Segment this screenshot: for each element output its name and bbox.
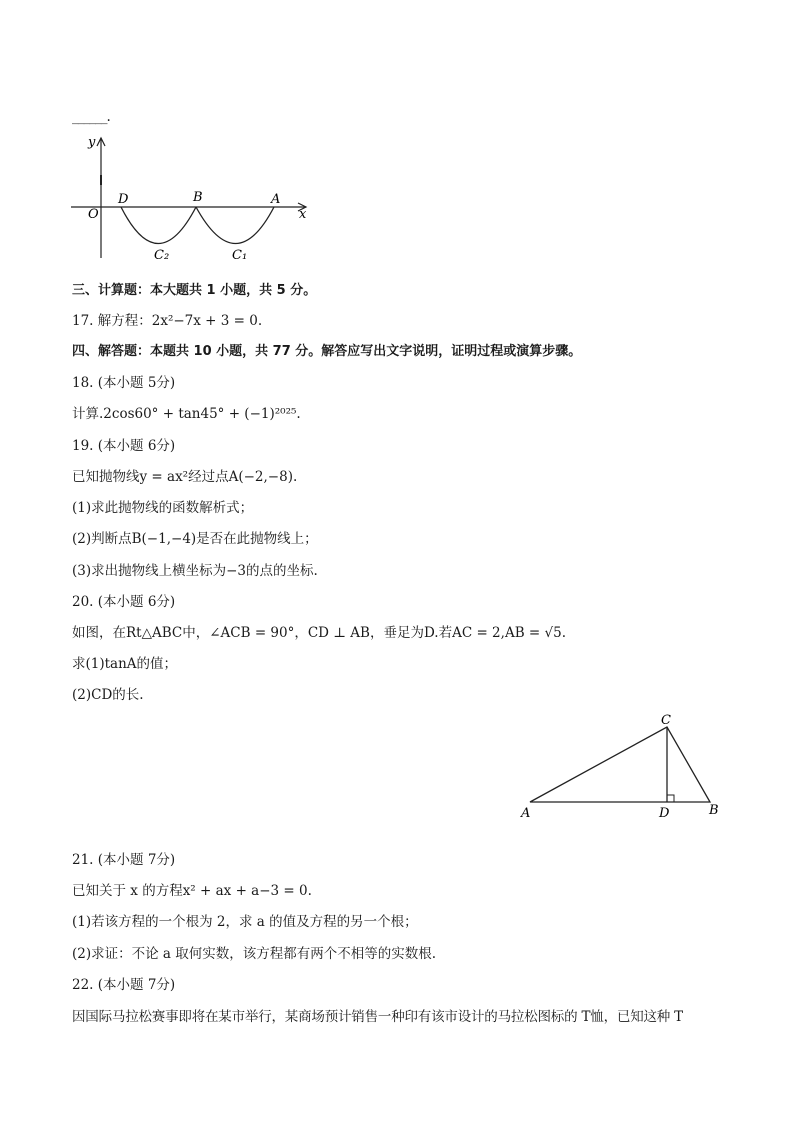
question-19-header: 19. (本小题 6分)	[72, 438, 176, 454]
parabola-c1	[196, 207, 274, 244]
question-22-header: 22. (本小题 7分)	[72, 977, 176, 993]
label-B: B	[193, 190, 203, 205]
question-18-text: 计算.2cos60° + tan45° + (−1)²⁰²⁵.	[72, 406, 301, 422]
question-21-header: 21. (本小题 7分)	[72, 852, 176, 868]
question-19-part-2: (2)判断点B(−1,−4)是否在此抛物线上；	[72, 531, 318, 547]
right-triangle-figure	[510, 708, 730, 823]
question-17: 17. 解方程：2x²−7x + 3 = 0.	[72, 313, 263, 329]
question-20-header: 20. (本小题 6分)	[72, 594, 176, 610]
question-22-stem: 因国际马拉松赛事即将在某市举行，某商场预计销售一种印有该市设计的马拉松图标的 T恤，已知这种 T	[72, 1009, 683, 1025]
question-18-header: 18. (本小题 5分)	[72, 375, 176, 391]
label-C1: C₁	[232, 248, 248, 263]
parabola-graph-figure	[66, 130, 316, 265]
question-19-part-3: (3)求出抛物线上横坐标为−3的点的坐标.	[72, 563, 318, 579]
triangle-abc	[530, 727, 710, 802]
question-20-part-1: 求(1)tanA的值；	[72, 656, 178, 672]
question-20-part-2: (2)CD的长.	[72, 687, 144, 703]
question-21-stem: 已知关于 x 的方程x² + ax + a−3 = 0.	[72, 883, 312, 899]
question-19-part-1: (1)求此抛物线的函数解析式；	[72, 500, 254, 516]
label-B: B	[709, 803, 719, 818]
label-D: D	[118, 192, 129, 207]
question-19-stem: 已知抛物线y = ax²经过点A(−2,−8).	[72, 469, 298, 485]
label-C2: C₂	[154, 248, 170, 263]
right-angle-mark	[667, 795, 674, 802]
label-O: O	[88, 207, 99, 222]
label-A: A	[521, 806, 531, 821]
label-C: C	[661, 713, 671, 728]
parabola-c2	[121, 207, 196, 244]
label-A: A	[271, 192, 281, 207]
answer-blank: ______.	[72, 109, 110, 125]
question-21-part-2: (2)求证：不论 a 取何实数，该方程都有两个不相等的实数根.	[72, 946, 437, 962]
section-3-heading: 三、计算题：本大题共 1 小题，共 5 分。	[72, 283, 317, 298]
question-21-part-1: (1)若该方程的一个根为 2，求 a 的值及方程的另一个根；	[72, 914, 418, 930]
label-x: x	[299, 207, 307, 222]
label-y: y	[88, 135, 96, 150]
section-4-heading: 四、解答题：本题共 10 小题，共 77 分。解答应写出文字说明，证明过程或演算步骤。	[72, 344, 582, 359]
label-D: D	[659, 806, 670, 821]
question-20-stem: 如图，在Rt△ABC中，∠ACB = 90°，CD ⊥ AB，垂足为D.若AC = 2,AB = √5.	[72, 625, 566, 641]
